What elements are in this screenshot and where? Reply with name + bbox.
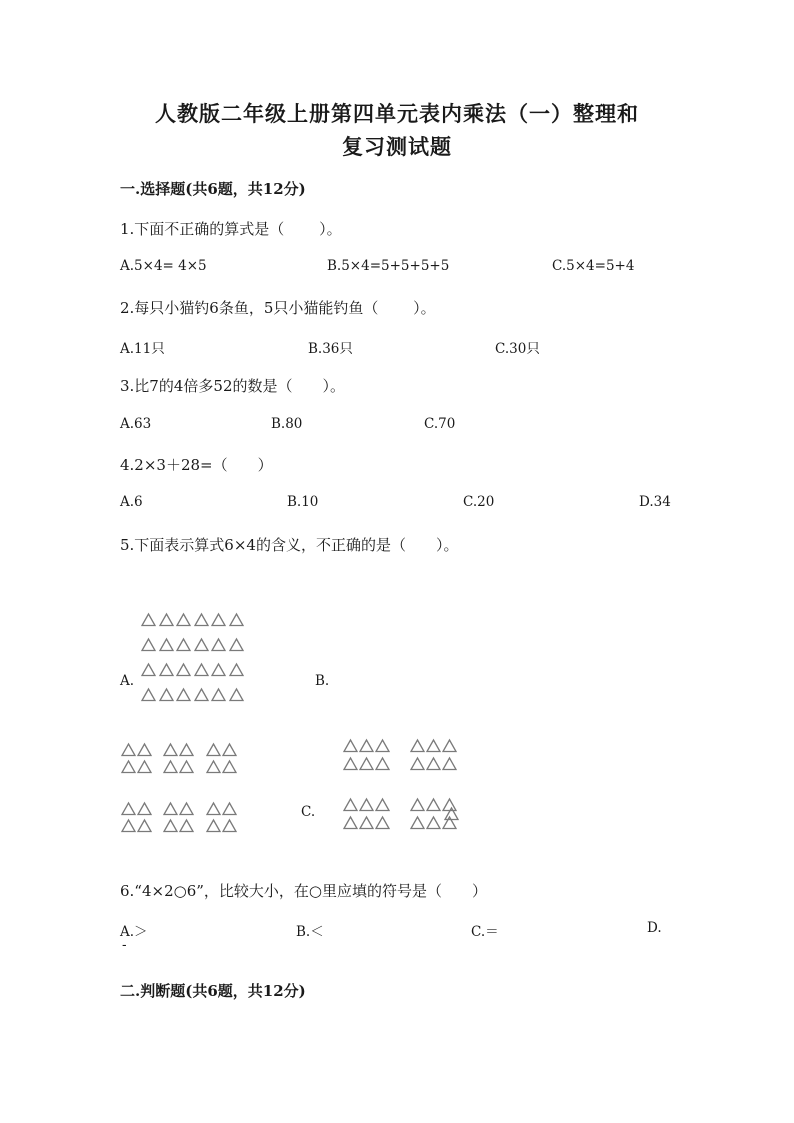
question-3-option-b: B.80 [271, 416, 303, 432]
triangle-icon [359, 739, 374, 753]
question-1-option-c: C.5×4=5+4 [552, 258, 635, 274]
question-5-option-c: C. [301, 804, 316, 820]
triangle-icon [206, 819, 221, 833]
triangle-icon [375, 816, 390, 830]
triangle-icon [137, 819, 152, 833]
triangle-icon [121, 743, 136, 757]
triangle-icon [179, 743, 194, 757]
question-5-option-b: B. [315, 673, 330, 689]
triangle-icon [359, 798, 374, 812]
triangle-icon [444, 807, 459, 821]
triangle-icon [211, 638, 226, 652]
question-2-stem: 2.每只小猫钓6条鱼，5只小猫能钓鱼（ ）。 [120, 299, 436, 317]
question-6-option-d: D. [647, 920, 662, 936]
triangle-icon [375, 798, 390, 812]
question-4-option-a: A.6 [120, 494, 143, 510]
question-3-option-c: C.70 [424, 416, 456, 432]
question-1-stem: 1.下面不正确的算式是（ ）。 [120, 220, 342, 238]
question-6-stem: 6.“4×2○6”，比较大小，在○里应填的符号是（ ） [120, 882, 488, 900]
question-2-option-c: C.30只 [495, 341, 540, 357]
question-6-option-d-extra: - [122, 937, 127, 953]
triangle-icon [206, 802, 221, 816]
triangle-icon [163, 802, 178, 816]
triangle-icon [442, 757, 457, 771]
triangle-icon [176, 663, 191, 677]
triangle-icon [211, 663, 226, 677]
triangle-icon [410, 816, 425, 830]
triangle-icon [176, 613, 191, 627]
triangle-icon [229, 688, 244, 702]
triangle-icon [229, 613, 244, 627]
question-6-option-b: B.＜ [296, 924, 324, 940]
question-6-option-c: C.＝ [471, 924, 499, 940]
question-1-option-b: B.5×4=5+5+5+5 [327, 258, 450, 274]
triangle-icon [176, 638, 191, 652]
page-title: 人教版二年级上册第四单元表内乘法（一）整理和 [155, 101, 639, 126]
triangle-icon [121, 802, 136, 816]
triangle-icon [410, 798, 425, 812]
triangle-icon [137, 802, 152, 816]
triangle-icon [343, 757, 358, 771]
triangle-icon [163, 743, 178, 757]
triangle-icon [121, 760, 136, 774]
triangle-icon [222, 819, 237, 833]
triangle-icon [141, 613, 156, 627]
triangle-icon [410, 757, 425, 771]
question-5-option-a: A. [120, 673, 135, 689]
triangle-icon [163, 760, 178, 774]
triangle-icon [206, 760, 221, 774]
triangle-icon [222, 743, 237, 757]
triangle-icon [159, 638, 174, 652]
triangle-icon [426, 816, 441, 830]
triangle-icon [121, 819, 136, 833]
triangle-icon [229, 663, 244, 677]
triangle-icon [194, 638, 209, 652]
triangle-icon [179, 760, 194, 774]
triangle-icon [194, 613, 209, 627]
question-5-stem: 5.下面表示算式6×4的含义，不正确的是（ ）。 [120, 536, 459, 554]
question-4-option-d: D.34 [639, 494, 671, 510]
question-4-stem: 4.2×3＋28=（ ） [120, 456, 273, 474]
page-subtitle: 复习测试题 [342, 134, 452, 159]
section-heading-judgement: 二.判断题(共6题，共12分) [120, 982, 306, 1000]
section-heading-choice: 一.选择题(共6题，共12分) [120, 180, 306, 198]
triangle-icon [343, 739, 358, 753]
triangle-icon [179, 802, 194, 816]
question-6-option-a: A.＞ [120, 924, 148, 940]
triangle-icon [410, 739, 425, 753]
triangle-icon [222, 760, 237, 774]
triangle-icon [426, 757, 441, 771]
question-4-option-c: C.20 [463, 494, 495, 510]
triangle-icon [375, 739, 390, 753]
triangle-icon [426, 798, 441, 812]
question-2-option-a: A.11只 [120, 341, 165, 357]
triangle-icon [426, 739, 441, 753]
triangle-icon [229, 638, 244, 652]
triangle-icon [179, 819, 194, 833]
triangle-icon [141, 638, 156, 652]
triangle-icon [359, 816, 374, 830]
triangle-icon [137, 760, 152, 774]
triangle-icon [159, 688, 174, 702]
triangle-icon [194, 663, 209, 677]
triangle-icon [159, 613, 174, 627]
triangle-icon [211, 688, 226, 702]
question-3-option-a: A.63 [120, 416, 152, 432]
triangle-icon [194, 688, 209, 702]
triangle-icon [343, 798, 358, 812]
triangle-icon [176, 688, 191, 702]
question-4-option-b: B.10 [287, 494, 319, 510]
triangle-icon [375, 757, 390, 771]
triangle-icon [206, 743, 221, 757]
question-1-option-a: A.5×4= 4×5 [120, 258, 207, 274]
triangle-icon [163, 819, 178, 833]
triangle-icon [211, 613, 226, 627]
question-3-stem: 3.比7的4倍多52的数是（ ）。 [120, 377, 345, 395]
triangle-icon [137, 743, 152, 757]
triangle-icon [359, 757, 374, 771]
triangle-icon [159, 663, 174, 677]
triangle-icon [141, 663, 156, 677]
triangle-icon [222, 802, 237, 816]
triangle-icon [141, 688, 156, 702]
triangle-icon [442, 739, 457, 753]
question-2-option-b: B.36只 [308, 341, 353, 357]
triangle-icon [343, 816, 358, 830]
